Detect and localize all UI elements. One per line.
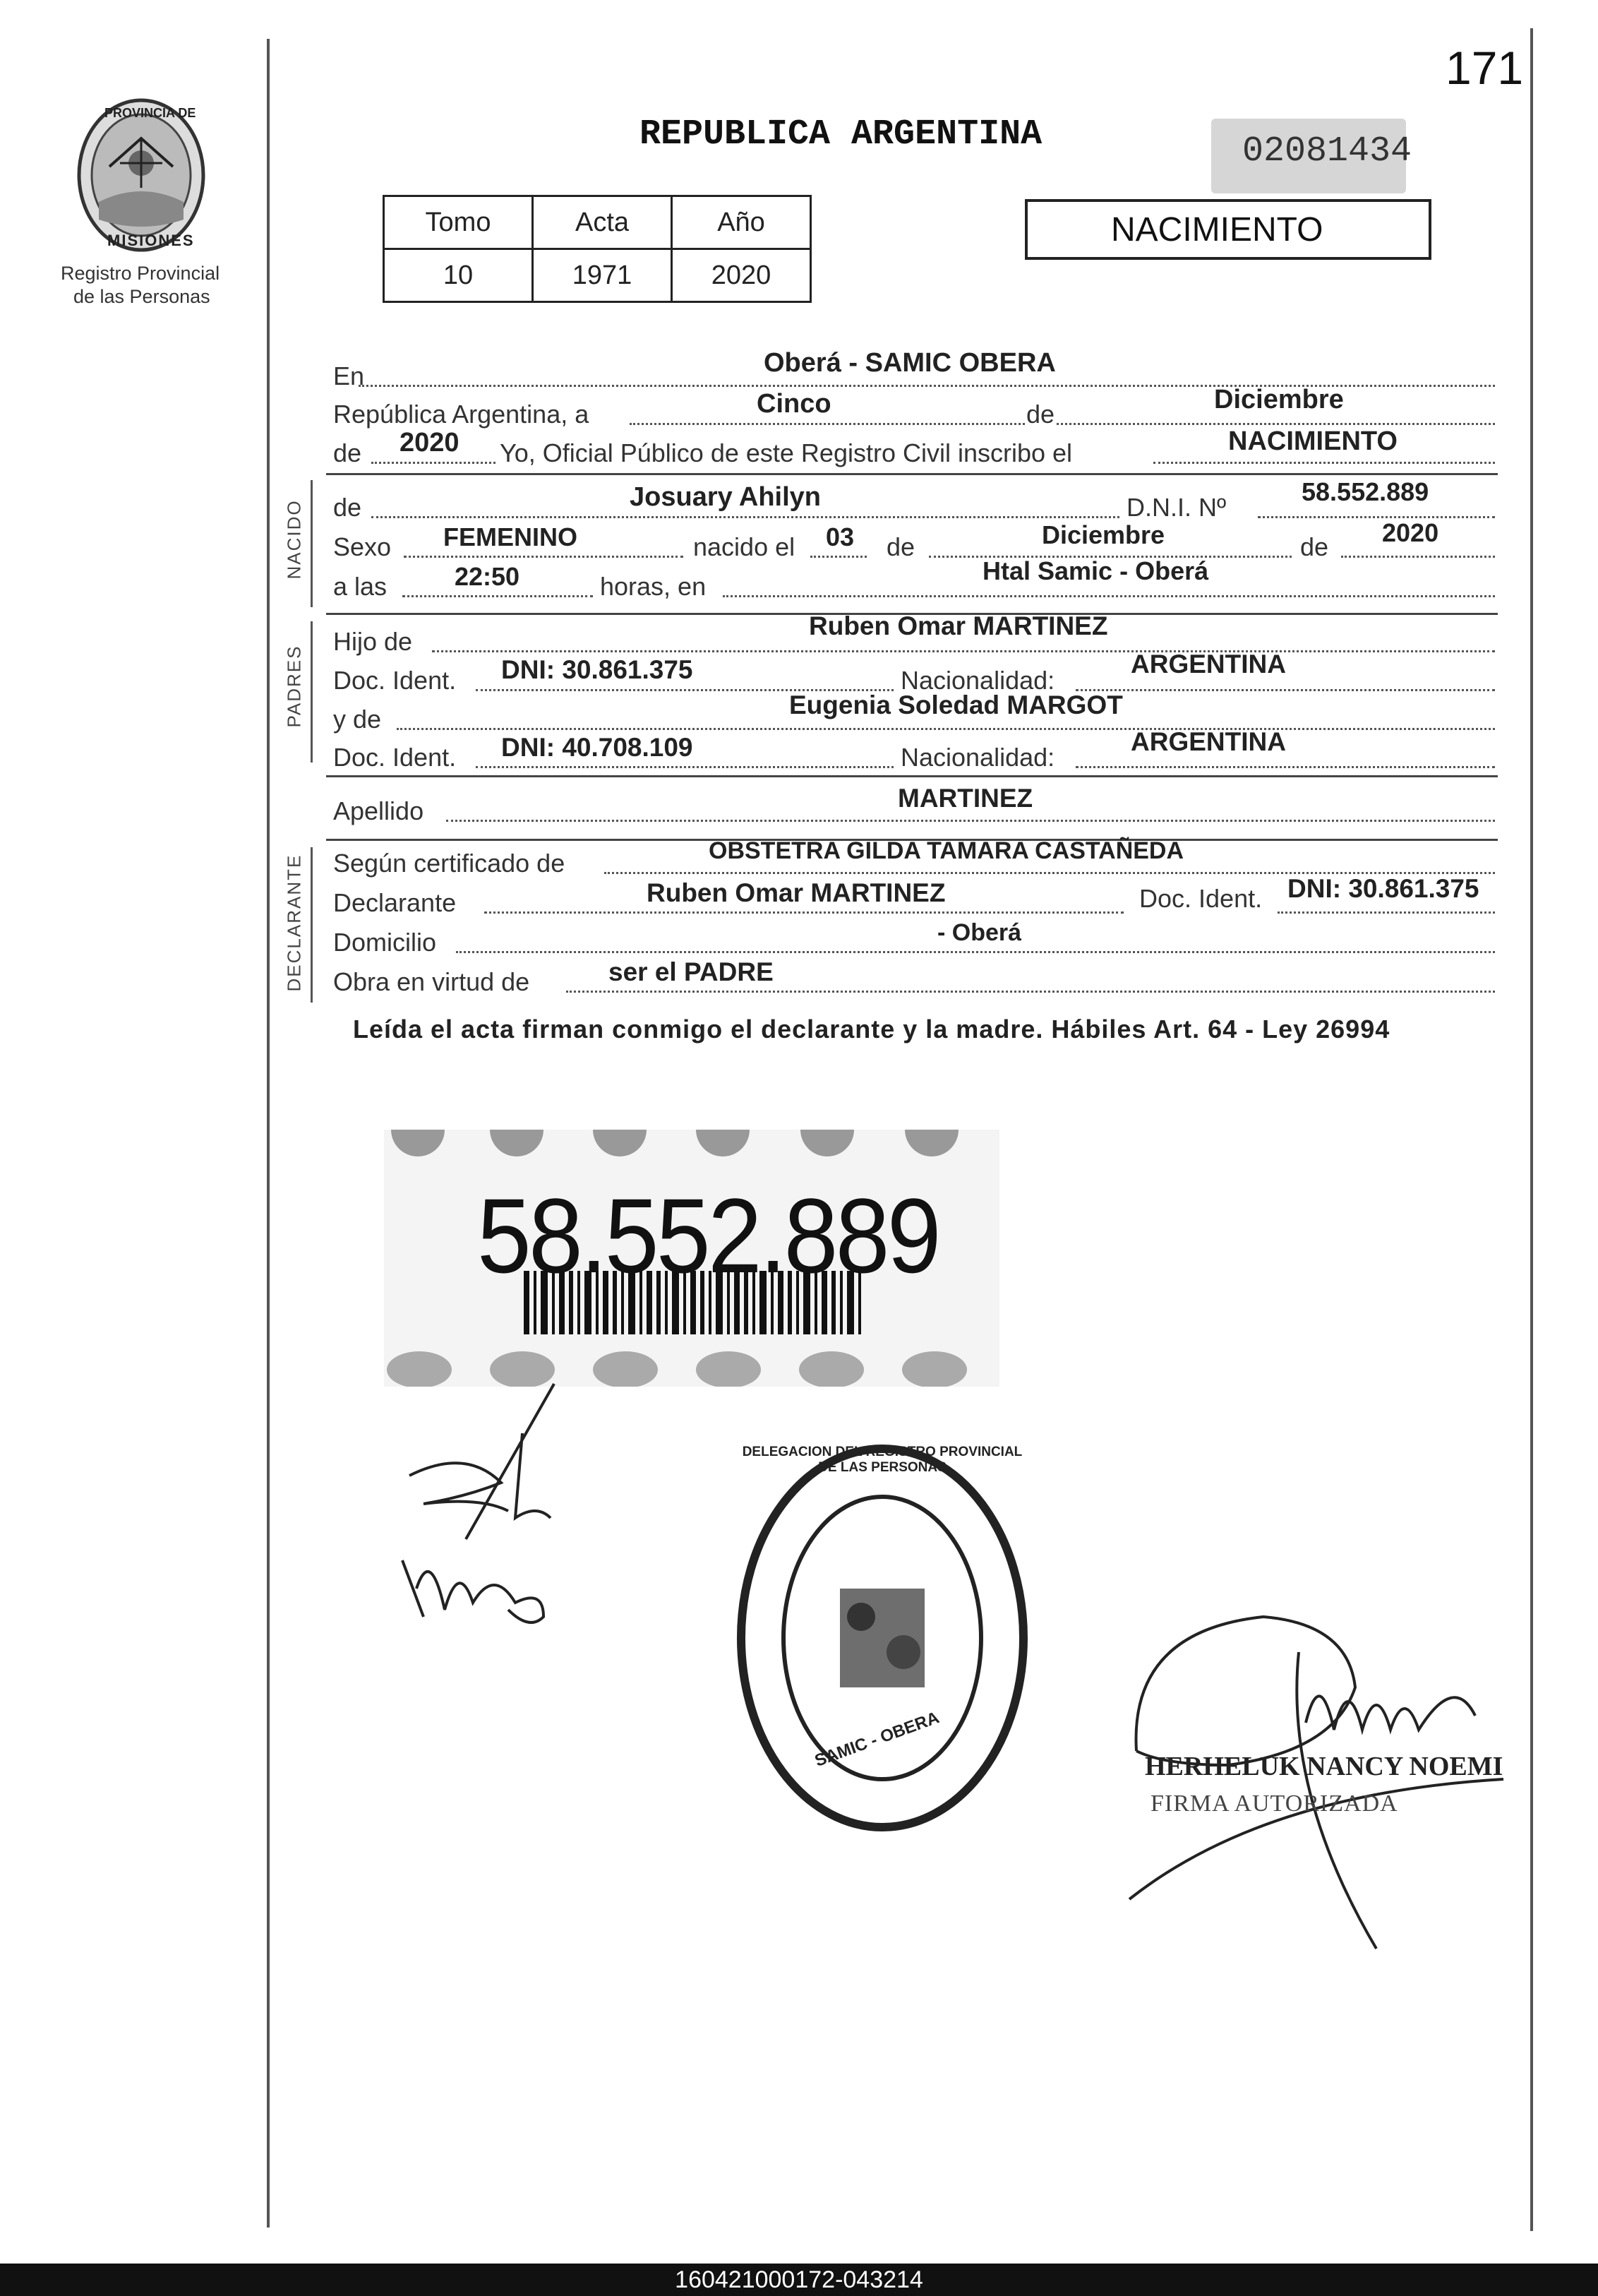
- ano-header: Año: [672, 196, 811, 249]
- obra-value: ser el PADRE: [608, 957, 774, 986]
- closing-text: Leída el acta firman conmigo el declarante y la madre. Hábiles Art. 64 - Ley 26994: [353, 1015, 1390, 1044]
- nacido-section-label: NACIDO: [283, 499, 305, 580]
- cert-value: OBSTETRA GILDA TAMARA CASTAÑEDA: [709, 837, 1184, 864]
- province-emblem: [71, 96, 212, 258]
- month-value: Diciembre: [1214, 385, 1344, 414]
- obra-label: Obra en virtud de: [333, 967, 530, 996]
- record-table: [383, 195, 812, 303]
- left-margin-line: [267, 39, 270, 2228]
- declarante-bracket: [311, 847, 313, 1003]
- birth-month: Diciembre: [1042, 520, 1165, 549]
- sexo-value: FEMENINO: [443, 522, 578, 551]
- country-title: REPUBLICA ARGENTINA: [639, 114, 1043, 155]
- place-dots: [723, 595, 1495, 597]
- birth-time: 22:50: [455, 562, 520, 591]
- dom-label: Domicilio: [333, 928, 437, 957]
- acta-value: 1971: [533, 249, 672, 302]
- nacido-bracket: [311, 480, 313, 607]
- birth-de2-label: de: [1300, 532, 1329, 561]
- act-type-box: [1025, 199, 1431, 260]
- mother-nationality: ARGENTINA: [1131, 727, 1286, 756]
- inscribo-value: NACIMIENTO: [1228, 426, 1398, 456]
- ano-value: 2020: [672, 249, 811, 302]
- sticker-number: 58.552.889: [477, 1176, 939, 1295]
- mother-doc: DNI: 40.708.109: [501, 733, 693, 762]
- seal-ring-text: DELEGACION DEL REGISTRO PROVINCIAL DE LAS PERSONAS: [742, 1445, 1023, 1475]
- page-number: 171: [1446, 42, 1524, 94]
- father-doc: DNI: 30.861.375: [501, 655, 693, 684]
- serial-stamp: [1211, 119, 1412, 193]
- de-label: de: [1026, 400, 1055, 429]
- de2-dots: [371, 462, 495, 464]
- en-label: En: [333, 361, 365, 390]
- official-title: FIRMA AUTORIZADA: [1151, 1790, 1398, 1817]
- nacido-el-label: nacido el: [693, 532, 795, 561]
- mother-nat-dots: [1076, 766, 1495, 768]
- father-name: Ruben Omar MARTINEZ: [809, 611, 1108, 640]
- declarant-signature: [381, 1377, 607, 1659]
- decl-doc-value: DNI: 30.861.375: [1287, 874, 1479, 903]
- decl-doc-dots: [1278, 911, 1495, 914]
- tomo-header: Tomo: [384, 196, 533, 249]
- de2-label: de: [333, 438, 362, 467]
- dni-sticker: [384, 1130, 999, 1387]
- decl-doc-label: Doc. Ident.: [1139, 884, 1263, 913]
- intro-year-value: 2020: [400, 428, 459, 458]
- tomo-value: 10: [384, 249, 533, 302]
- birth-day-dots: [810, 556, 867, 558]
- en-value: Oberá - SAMIC OBERA: [764, 348, 1056, 378]
- official-name: HERHELUK NANCY NOEMI: [1145, 1752, 1503, 1781]
- rep-label: República Argentina, a: [333, 400, 589, 429]
- seal-center-text: SAMIC - OBERA: [812, 1708, 942, 1771]
- right-margin-line: [1530, 28, 1533, 2231]
- act-type-label: NACIMIENTO: [1111, 211, 1323, 249]
- footer-code: 160421000172-043214: [675, 2266, 923, 2293]
- alas-label: a las: [333, 572, 388, 601]
- apellido-dots: [446, 820, 1495, 822]
- mother-doc-label: Doc. Ident.: [333, 743, 457, 772]
- dni-label: D.N.I. Nº: [1127, 493, 1227, 522]
- dom-value: - Oberá: [937, 919, 1022, 946]
- name-dots: [371, 516, 1119, 518]
- yo-text: Yo, Oficial Público de este Registro Civil inscribo el: [500, 438, 1073, 467]
- sexo-dots: [404, 556, 683, 558]
- sexo-label: Sexo: [333, 532, 392, 561]
- mother-doc-dots: [476, 766, 894, 768]
- father-nationality: ARGENTINA: [1131, 650, 1286, 678]
- mother-name: Eugenia Soledad MARGOT: [789, 690, 1123, 719]
- padres-bracket: [311, 621, 313, 763]
- horas-label: horas, en: [600, 572, 707, 601]
- cert-label: Según certificado de: [333, 849, 565, 878]
- padres-section-label: PADRES: [283, 645, 305, 728]
- registry-line-2: de las Personas: [73, 286, 210, 307]
- declarante-section-label: DECLARANTE: [283, 854, 305, 992]
- father-doc-label: Doc. Ident.: [333, 666, 457, 695]
- emblem-text-bottom: MISIONES: [107, 232, 195, 249]
- day-value: Cinco: [757, 389, 831, 419]
- acta-header: Acta: [533, 196, 672, 249]
- yo-dots: [1153, 462, 1495, 464]
- mother-nac-label: Nacionalidad:: [901, 743, 1055, 772]
- dom-dots: [456, 951, 1495, 953]
- hijo-label: Hijo de: [333, 627, 413, 656]
- divider-1: [326, 473, 1498, 475]
- yde-label: y de: [333, 705, 382, 734]
- birth-place: Htal Samic - Oberá: [983, 556, 1209, 585]
- serial-number: 02081434: [1242, 131, 1412, 172]
- decl-label: Declarante: [333, 888, 457, 917]
- mother-dots: [397, 728, 1495, 730]
- birth-year: 2020: [1382, 518, 1439, 547]
- birth-day: 03: [826, 522, 855, 551]
- emblem-text-top: PROVINCIA DE: [104, 106, 196, 120]
- father-nac-label: Nacionalidad:: [901, 666, 1055, 695]
- official-signature: [1122, 1610, 1518, 1963]
- time-dots: [402, 595, 593, 597]
- obra-dots: [566, 991, 1495, 993]
- father-dots: [432, 650, 1495, 652]
- registry-line-1: Registro Provincial: [61, 263, 220, 284]
- dni-dots: [1258, 516, 1495, 518]
- child-name: Josuary Ahilyn: [630, 482, 822, 512]
- rep-dots: [630, 423, 1495, 425]
- divider-3: [326, 775, 1498, 777]
- decl-value: Ruben Omar MARTINEZ: [647, 878, 946, 907]
- decl-dots: [484, 911, 1124, 914]
- nacido-de-label: de: [333, 493, 362, 522]
- footer-bar: [0, 2264, 1598, 2296]
- apellido-label: Apellido: [333, 796, 424, 825]
- official-seal: [734, 1440, 1031, 1836]
- father-nat-dots: [1076, 689, 1495, 691]
- dni-value: 58.552.889: [1302, 477, 1429, 506]
- apellido-value: MARTINEZ: [898, 784, 1033, 813]
- birth-year-dots: [1341, 556, 1495, 558]
- birth-de-label: de: [887, 532, 915, 561]
